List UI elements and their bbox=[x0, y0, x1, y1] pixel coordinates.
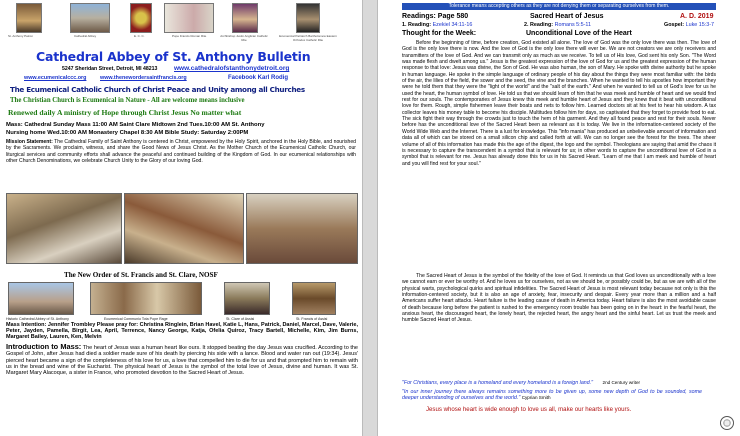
thought-label: Thought for the Week: bbox=[402, 30, 477, 37]
gallery-caption-2: Ecumenical Communio Tota Pope Rage bbox=[104, 317, 168, 321]
reading2-label: 2. Reading: bbox=[524, 22, 554, 28]
st-clare-photo bbox=[224, 282, 270, 315]
address: 5247 Sheridan Street, Detroit, MI 48213 bbox=[62, 66, 158, 72]
ecumenical-line: The Christian Church is Ecumenical in Nature - All are welcome means inclusive bbox=[10, 97, 245, 104]
church-name-line: The Ecumenical Catholic Church of Christ Peace and Unity among all Churches bbox=[10, 85, 305, 94]
intentions-label: Mass Intention: Jennifer Trombley Please pray for: bbox=[6, 322, 139, 328]
website-link-3[interactable]: www.thenewordersaintfrancis.org bbox=[100, 75, 187, 81]
reading1-label: 1. Reading: bbox=[402, 22, 432, 28]
quote2-text: "In our inner journey there always remains something more to be given up, some new depth of God to be sounded, some deeper understanding of ourselves and the world." bbox=[402, 389, 702, 402]
reflection-text-1: Before the beginning of time, before creation, God existed all alone. The love of God was the only love there was then. The love of God is the only love there is now. And the love of God is the only love there will ever be. We are not creators we are only receivers and transmitters of the love of God. And we can transmit only as much as we receive. To tell us of His love, God sent his only Son. "The Word was made flesh and dwelt among us." Jesus is the greatest expression of the love of God for us and the greatest expression of the human response to that love: Jesus was divine, the Son of God. He was also human, the son of Mary. He spoke with divine authority but he spoke in human language. He spoke in the simple language of ordinary people of his day about the things they were most familiar with: the birds of the air, the lilies of the field, the sower and the seed, the vine and the branches. When he wanted to tell his apostles how important they were he told them that they were the "light of the world" and the "salt of the earth." And when he wanted to tell us of God's love for us he used the heart, the human symbol of love. He told us that we should learn of him that he was meek and humble of heart and we would find rest for our souls. The contemporaries of Jesus knew this meek and humble heart of Jesus and they knew that it beat with unconditional love for them. Rough, simple fishermen leave their boats and nets to follow him. Learned doctors sit at his feet to hear his wisdom. A tax collector leaves his money table to become his disciple. Multitudes follow him for days, so captivated that they forget to provide food to eat. The sick fight their way through the crowds just to touch the hem of his garment. And they all found peace and rest for their souls. Never before has the unconditional love of the Sacred Heart been as relevant as it is today. We live in the information-centered society of the World Wide Web and the Internet. There is a lust for knowledge. This "info mania" has produced an unbelievable amount of information and data all of which can be stored on a small silicon chip and called forth at will. We can no longer see the forest for the trees. The sheer volume of all of this information has made this the age of the digest, the logo and the symbol. Theologians are saying that amid the chaos it is necessary to capture the transcendent in a symbol that is relevant for us; in other words to capture the unconditional love of God in a symbol that is relevant for me. Jesus has already done this for us in his Sacred Heart. "Learn of me that I am meek and humble of heart and you will find rest for your soul." bbox=[402, 40, 716, 167]
photo-caption-3: E. C. C. bbox=[134, 34, 145, 38]
reading1-ref[interactable]: Ezekiel 34:11-16 bbox=[432, 22, 473, 28]
st-anthony-photo bbox=[16, 3, 42, 33]
gallery-caption-3: St. Clare of Assisi bbox=[226, 317, 255, 321]
mass-intentions bbox=[6, 322, 358, 342]
reflection-text-2: The Sacred Heart of Jesus is the symbol of the fidelity of the love of God. It reminds us that God loves us unconditionally with a love we cannot earn or ever be worthy of. And he loves us for ourselves, not as we should be, or possibly could be, but as we are with all of the physical warts, psychological quirks and spiritual infidelities. The Sacred Heart of Jesus is most relevant today because not only is this the information-centered society, but it is also an age of anxiety, fear, insecurity and despair. Every year more than a million and a half Americans suffer heart attacks. Heart failure is the leading cause of death in America today. Heart failure is also the most avoidable cause of death because long before the patient is rushed to the emergency room trouble has been going on in the heart: in the fearful heart, the anxious heart, the discouraged heart, the lonely heart, the rejected heart, the angry heart and the sinful heart. Let us trust the meek and humble Sacred Heart of Jesus. bbox=[402, 273, 716, 324]
mission-statement bbox=[6, 139, 356, 191]
reflection-body-2 bbox=[402, 273, 716, 375]
quote-2 bbox=[402, 389, 702, 403]
mission-text: The Cathedral Family of Saint Anthony is centered in Christ, empowered by the Holy Spirit, anchored in the Holy Bible, and nourished by the Sacraments. We proclaim, witness, and share the Good News of Jesus Christ. As the Mother Church of the Ecumenical Catholic Church, our liturgical services and community efforts shall advance the peaceful and continued building of the Kingdom of God. In our ecumenical relationships with other Church Denominations, we celebrate Church Unity to the Glory of our loving God. bbox=[6, 139, 356, 165]
website-link-2[interactable]: www.ecumenicalccc.org bbox=[24, 75, 87, 81]
congregation-photo-center bbox=[124, 193, 244, 264]
gallery-caption-4: St. Francis of Assisi bbox=[296, 317, 328, 321]
intro-text: The heart of Jesus was a human heart like ours. It stopped beating the day Jesus was crucified. According to the Gospel of John, after Jesus had died a soldier made sure of his death by piercing his side with a lance. Blood and water ran out (19:34). Jesus' pierced heart became a sign of the completeness of his love for us, a love that compelled him to die for us and that prompted him to remain with us in the bread and wine of the Eucharist. The physical heart of Jesus is the symbol of the total love of Jesus, divine and human. It was St. Margaret Mary Alacoque, a sister in France, who promoted devotion to the Sacred Heart of Jesus. bbox=[6, 345, 358, 376]
reading2-row bbox=[524, 22, 591, 28]
quote-1 bbox=[402, 380, 640, 386]
bulletin-title: Cathedral Abbey of St. Anthony Bulletin bbox=[36, 49, 311, 64]
quote1-source: 2nd Century writer bbox=[602, 380, 641, 385]
header-photo-strip bbox=[4, 3, 359, 41]
year-label: A. D. 2019 bbox=[680, 13, 714, 20]
church-seal-icon bbox=[720, 416, 734, 430]
quote1-text: "For Christians, every place is a homeland and every homeland is a foreign land." bbox=[402, 380, 594, 386]
new-order-caption: The New Order of St. Francis and St. Clare, NOSF bbox=[64, 271, 218, 279]
mass-schedule-line-2: Nursing home Wed.10:00 AM Monastery Chapel 8:30 AM Bible Study: Saturday 2:00PM bbox=[6, 130, 249, 136]
ecc-seal-photo bbox=[130, 3, 152, 33]
bulletin-left-page bbox=[0, 0, 363, 436]
st-francis-photo bbox=[292, 282, 336, 315]
patriarch-photo bbox=[296, 3, 320, 33]
photo-caption-2: Cathedral Abbey bbox=[74, 34, 97, 38]
intro-label: Introduction to Mass: bbox=[6, 344, 82, 351]
gospel-row bbox=[664, 22, 714, 28]
archbishop-photo bbox=[232, 3, 258, 33]
gospel-ref[interactable]: Luke 15:3-7 bbox=[685, 22, 715, 28]
photo-caption-5: Archbishop Justin Anglican Catholic Rite bbox=[220, 34, 268, 42]
congregation-photo-right bbox=[246, 193, 358, 264]
readings-row bbox=[402, 22, 472, 28]
ecumenical-communio-photo bbox=[90, 282, 202, 315]
tolerance-banner: Tolerance means accepting others as they are not denying them or separating ourselves from them. bbox=[402, 3, 716, 10]
reflection-body-1 bbox=[402, 40, 716, 273]
website-link-1[interactable]: www.cathedralofstanthonydetroit.org bbox=[174, 65, 290, 72]
readings-label: Readings: Page 580 bbox=[402, 13, 469, 20]
photo-caption-1: St. Anthony Patron bbox=[8, 34, 34, 38]
mass-schedule-line-1: Mass: Cathedral Sunday Mass 11:00 AM Saint Clare Midtown 2nd Tues.10:00 AM St. Anthony bbox=[6, 122, 265, 128]
closing-prayer: Jesus whose heart is wide enough to love us all, make our hearts like yours. bbox=[426, 406, 632, 413]
gospel-label: Gospel: bbox=[664, 22, 685, 28]
introduction-to-mass bbox=[6, 344, 358, 434]
bulletin-right-page bbox=[377, 0, 740, 436]
feast-title: Sacred Heart of Jesus bbox=[530, 13, 604, 20]
renewed-line: Renewed daily A ministry of Hope through Christ Jesus No matter what bbox=[8, 108, 242, 117]
thought-title: Unconditional Love of the Heart bbox=[526, 30, 632, 37]
photo-caption-6: Ecumenical Patriarch Bartholomew Eastern Orthodox Catholic Rite bbox=[279, 34, 337, 42]
pope-francis-photo bbox=[164, 3, 214, 33]
intentions-names: Christina Ringlein, Brian Havel, Katie L, Hans, Patrick, Daniel, Marcel, Dave, Valerie, Peter, Jayden, Pamella, Birgit, Lea, April, Terrence, Nancy George, Katja, Ofelia Quiroz, Tracy Bartell, Michelle, Kim, Jim Burns, Margaret Bailey, Lauren, Ken, Melvin bbox=[6, 322, 358, 341]
reading2-ref[interactable]: Romans 5:5-11 bbox=[554, 22, 592, 28]
cathedral-photo bbox=[70, 3, 110, 33]
photo-caption-4: Pope Francis Roman Rite bbox=[172, 34, 207, 38]
quote2-source: Cyprian Smith bbox=[521, 395, 551, 401]
historic-cathedral-photo bbox=[8, 282, 74, 315]
facebook-link[interactable]: Facebook Karl Rodig bbox=[228, 75, 289, 81]
gallery-caption-1: Historic Cathedral Abbey of St. Anthony bbox=[6, 317, 69, 321]
congregation-photo-left bbox=[6, 193, 122, 264]
mission-label: Mission Statement: bbox=[6, 139, 53, 145]
